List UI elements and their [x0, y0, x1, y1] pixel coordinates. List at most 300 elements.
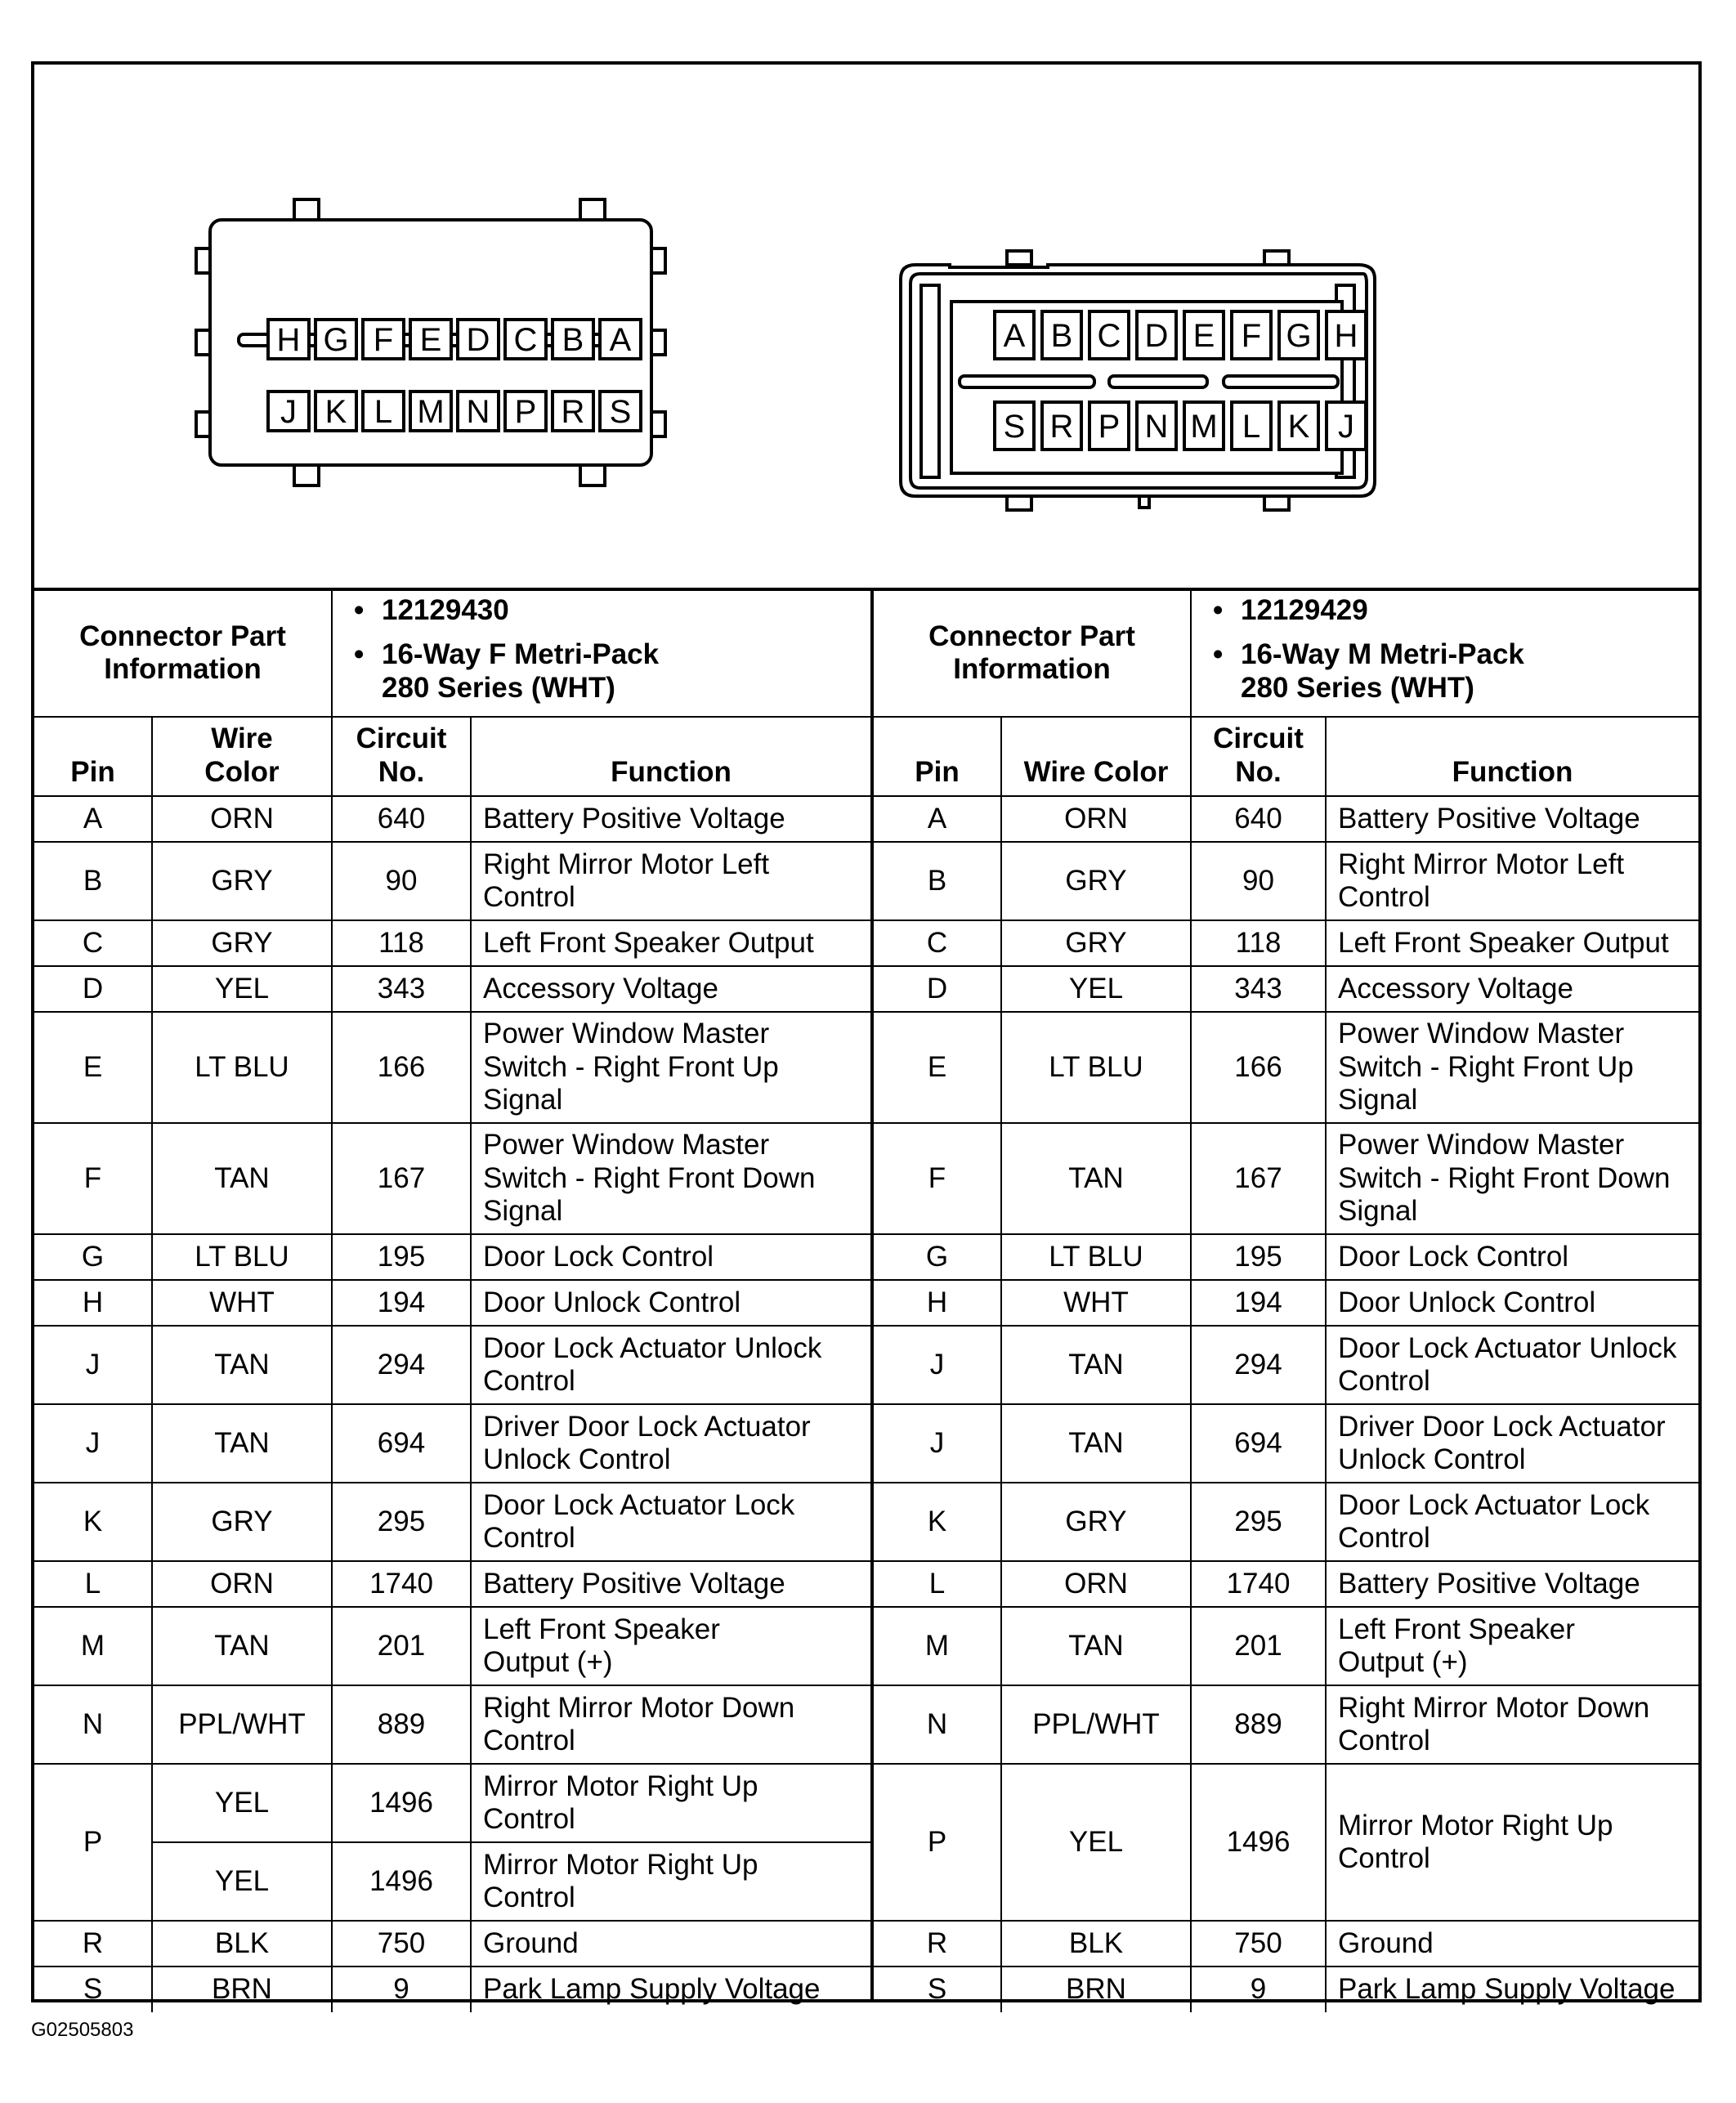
connector-type-line2: 280 Series (WHT): [382, 671, 615, 704]
female-connector-table: [34, 591, 874, 2006]
table-row: [34, 920, 870, 966]
pin-letter: D: [1144, 318, 1169, 354]
wire-color-cell: LT BLU: [152, 1234, 332, 1280]
function-line: Signal: [1338, 1194, 1418, 1227]
function-cell: [471, 1326, 870, 1404]
info-label-line2: Information: [953, 653, 1111, 686]
connector-type-line1: • 16-Way M Metri-Pack: [1241, 638, 1524, 671]
circuit-cell: 166: [1191, 1012, 1326, 1123]
table-row: [34, 1764, 870, 1842]
function-line: Control: [483, 1521, 575, 1554]
wire-color-cell: YEL: [152, 1764, 332, 1842]
wire-color-cell: ORN: [152, 796, 332, 842]
header-function: Function: [471, 717, 870, 796]
pin-cell: S: [34, 1967, 152, 2012]
pin-cell: C: [874, 920, 1001, 966]
circuit-cell: 194: [332, 1280, 471, 1326]
pin-cell: C: [34, 920, 152, 966]
function-cell: [1326, 842, 1698, 920]
circuit-cell: 118: [1191, 920, 1326, 966]
function-line: Control: [483, 1724, 575, 1756]
circuit-cell: 9: [1191, 1967, 1326, 2012]
pin-letter: L: [374, 394, 393, 430]
function-line: Control: [483, 1364, 575, 1397]
function-line: Control: [1338, 1841, 1430, 1874]
function-line: Switch - Right Front Down: [483, 1161, 816, 1194]
wire-color-cell: TAN: [1001, 1123, 1191, 1234]
pin-letter: P: [1098, 409, 1121, 445]
table-row: [874, 1921, 1698, 1967]
wire-color-cell: WHT: [1001, 1280, 1191, 1326]
function-line: Door Lock Actuator Unlock: [483, 1331, 822, 1364]
pin-letter: M: [1190, 409, 1218, 445]
connector-type-line1: • 16-Way F Metri-Pack: [382, 638, 660, 671]
table-row: [874, 1607, 1698, 1685]
function-line: Driver Door Lock Actuator: [483, 1410, 811, 1443]
function-line: Output (+): [1338, 1645, 1468, 1678]
connector-type-line2: 280 Series (WHT): [1241, 671, 1474, 704]
table-row: [874, 1685, 1698, 1764]
circuit-cell: 343: [1191, 966, 1326, 1012]
pin-cell: E: [34, 1012, 152, 1123]
function-line: Control: [483, 1881, 575, 1913]
circuit-cell: 1496: [332, 1764, 471, 1842]
pin-letter: K: [324, 394, 347, 430]
function-cell: [471, 1921, 870, 1967]
function-cell: [1326, 1280, 1698, 1326]
pin-cell: D: [874, 966, 1001, 1012]
wire-color-cell: BLK: [152, 1921, 332, 1967]
table-row: [34, 1607, 870, 1685]
pin-cell: J: [34, 1404, 152, 1483]
circuit-cell: 1496: [332, 1842, 471, 1921]
pin-cell: L: [874, 1561, 1001, 1607]
function-line: Door Lock Actuator Unlock: [1338, 1331, 1677, 1364]
function-line: Left Front Speaker Output: [483, 926, 814, 959]
wire-color-cell: GRY: [1001, 920, 1191, 966]
table-row: [34, 1326, 870, 1404]
pin-letter: S: [1003, 409, 1026, 445]
pin-letter: B: [1050, 318, 1073, 354]
function-cell: [1326, 1012, 1698, 1123]
wire-color-cell: YEL: [1001, 966, 1191, 1012]
circuit-cell: 90: [1191, 842, 1326, 920]
connector-type: [1241, 638, 1690, 705]
wire-color-cell: TAN: [152, 1326, 332, 1404]
function-cell: [471, 1607, 870, 1685]
function-line: Left Front Speaker: [483, 1613, 720, 1645]
wire-color-cell: YEL: [1001, 1764, 1191, 1921]
pin-cell: R: [874, 1921, 1001, 1967]
function-cell: [1326, 1404, 1698, 1483]
wire-color-cell: TAN: [152, 1404, 332, 1483]
table-row: [874, 1483, 1698, 1561]
function-cell: [471, 966, 870, 1012]
function-cell: [471, 1764, 870, 1842]
pin-letter: S: [609, 394, 632, 430]
header-wire-color: Wire Color: [1001, 717, 1191, 796]
header-circuit: Circuit No.: [1191, 717, 1326, 796]
circuit-cell: 166: [332, 1012, 471, 1123]
circuit-cell: 750: [1191, 1921, 1326, 1967]
pin-cell: J: [34, 1326, 152, 1404]
function-line: Left Front Speaker Output: [1338, 926, 1669, 959]
pin-letter: N: [466, 394, 490, 430]
function-line: Accessory Voltage: [1338, 972, 1573, 1005]
part-number: • 12129430: [382, 594, 862, 627]
table-row: [34, 1234, 870, 1280]
function-line: Accessory Voltage: [483, 972, 718, 1005]
pin-letter: E: [1192, 318, 1215, 354]
function-cell: [1326, 796, 1698, 842]
pin-letter: A: [1003, 318, 1026, 354]
part-number: • 12129429: [1241, 594, 1690, 627]
table-row: [34, 1561, 870, 1607]
pin-letter: A: [609, 322, 632, 358]
connector-info-values: [332, 591, 870, 717]
function-line: Switch - Right Front Down: [1338, 1161, 1671, 1194]
function-cell: [471, 1685, 870, 1764]
pin-letter: G: [323, 322, 349, 358]
pin-cell: B: [874, 842, 1001, 920]
pin-cell: N: [34, 1685, 152, 1764]
function-line: Door Unlock Control: [483, 1286, 741, 1318]
wire-color-cell: YEL: [152, 966, 332, 1012]
function-cell: [1326, 1561, 1698, 1607]
pin-cell: G: [874, 1234, 1001, 1280]
function-line: Switch - Right Front Up: [483, 1050, 779, 1083]
pin-cell: P: [34, 1764, 152, 1921]
pin-cell: A: [34, 796, 152, 842]
wire-color-cell: TAN: [152, 1607, 332, 1685]
info-label-line1: Connector Part: [79, 620, 286, 653]
table-row: [874, 966, 1698, 1012]
circuit-cell: 167: [1191, 1123, 1326, 1234]
pin-letter: D: [466, 322, 490, 358]
wire-color-cell: LT BLU: [1001, 1012, 1191, 1123]
circuit-cell: 295: [332, 1483, 471, 1561]
wire-color-cell: GRY: [152, 920, 332, 966]
wire-color-cell: BRN: [1001, 1967, 1191, 2012]
function-cell: [471, 842, 870, 920]
circuit-cell: 295: [1191, 1483, 1326, 1561]
pin-letter: R: [1049, 409, 1074, 445]
function-line: Right Mirror Motor Left: [1338, 848, 1625, 880]
pin-cell: J: [874, 1404, 1001, 1483]
function-cell: [1326, 1921, 1698, 1967]
function-line: Control: [1338, 1521, 1430, 1554]
function-line: Right Mirror Motor Left: [483, 848, 770, 880]
function-line: Ground: [1338, 1926, 1434, 1959]
wire-color-cell: GRY: [152, 842, 332, 920]
table-row: [34, 1921, 870, 1967]
function-line: Power Window Master: [483, 1018, 770, 1050]
circuit-cell: 201: [332, 1607, 471, 1685]
function-cell: [471, 1234, 870, 1280]
pin-letter: G: [1286, 318, 1312, 354]
male-pinout-table: [874, 591, 1698, 2012]
table-row: [34, 966, 870, 1012]
circuit-cell: 9: [332, 1967, 471, 2012]
wire-color-cell: ORN: [1001, 796, 1191, 842]
pin-letter: J: [1338, 409, 1354, 445]
function-cell: [1326, 1483, 1698, 1561]
circuit-cell: 90: [332, 842, 471, 920]
pin-letter: H: [1334, 318, 1358, 354]
circuit-cell: 750: [332, 1921, 471, 1967]
circuit-cell: 1496: [1191, 1764, 1326, 1921]
table-row: [874, 1123, 1698, 1234]
pin-cell: P: [874, 1764, 1001, 1921]
circuit-cell: 195: [1191, 1234, 1326, 1280]
table-row: [34, 1685, 870, 1764]
function-line: Power Window Master: [1338, 1129, 1625, 1161]
circuit-cell: 640: [1191, 796, 1326, 842]
header-pin: Pin: [874, 717, 1001, 796]
function-line: Control: [1338, 880, 1430, 913]
pin-cell: H: [34, 1280, 152, 1326]
pin-letter: L: [1242, 409, 1261, 445]
pin-letter: N: [1144, 409, 1169, 445]
pin-letter: F: [1241, 318, 1262, 354]
function-cell: [471, 1483, 870, 1561]
circuit-cell: 195: [332, 1234, 471, 1280]
function-line: Battery Positive Voltage: [1338, 802, 1640, 834]
function-line: Control: [483, 1802, 575, 1835]
pin-cell: J: [874, 1326, 1001, 1404]
wire-color-cell: TAN: [152, 1123, 332, 1234]
function-line: Door Lock Control: [483, 1240, 714, 1273]
pin-letter: C: [513, 322, 538, 358]
function-line: Right Mirror Motor Down: [1338, 1691, 1650, 1724]
header-wire-color: Wire Color: [152, 717, 332, 796]
function-cell: [1326, 1326, 1698, 1404]
pin-cell: M: [874, 1607, 1001, 1685]
function-line: Mirror Motor Right Up: [1338, 1809, 1613, 1841]
function-cell: [471, 1404, 870, 1483]
pin-cell: F: [34, 1123, 152, 1234]
function-line: Signal: [483, 1083, 563, 1116]
pin-cell: E: [874, 1012, 1001, 1123]
circuit-cell: 889: [1191, 1685, 1326, 1764]
function-cell: [471, 1123, 870, 1234]
table-header-row: [874, 717, 1698, 796]
function-cell: [471, 920, 870, 966]
function-cell: [471, 1280, 870, 1326]
function-cell: [471, 796, 870, 842]
function-line: Right Mirror Motor Down: [483, 1691, 795, 1724]
pin-cell: A: [874, 796, 1001, 842]
connector-info-label: [874, 591, 1191, 717]
pin-letter: M: [417, 394, 445, 430]
pin-cell: M: [34, 1607, 152, 1685]
figure-code: G02505803: [31, 2019, 134, 2041]
function-line: Park Lamp Supply Voltage: [1338, 1973, 1676, 2006]
function-line: Unlock Control: [1338, 1443, 1526, 1475]
pin-letter: R: [561, 394, 585, 430]
pin-cell: K: [34, 1483, 152, 1561]
pin-letter: J: [280, 394, 297, 430]
table-row: [34, 1483, 870, 1561]
function-line: Battery Positive Voltage: [483, 1567, 785, 1600]
male-connector-drawing: [901, 251, 1375, 510]
pin-cell: G: [34, 1234, 152, 1280]
header-function: Function: [1326, 717, 1698, 796]
function-cell: [1326, 1123, 1698, 1234]
function-cell: [1326, 1234, 1698, 1280]
table-row: [874, 1280, 1698, 1326]
table-row: [34, 842, 870, 920]
wire-color-cell: BRN: [152, 1967, 332, 2012]
wire-color-cell: YEL: [152, 1842, 332, 1921]
wire-color-cell: GRY: [152, 1483, 332, 1561]
function-line: Left Front Speaker: [1338, 1613, 1575, 1645]
function-line: Power Window Master: [483, 1129, 770, 1161]
pin-letter: P: [514, 394, 537, 430]
wire-color-cell: TAN: [1001, 1404, 1191, 1483]
header-pin: Pin: [34, 717, 152, 796]
function-cell: [471, 1842, 870, 1921]
function-line: Signal: [1338, 1083, 1418, 1116]
function-cell: [1326, 920, 1698, 966]
connector-illustration: [34, 65, 1698, 588]
pin-cell: K: [874, 1483, 1001, 1561]
circuit-cell: 167: [332, 1123, 471, 1234]
function-line: Control: [1338, 1364, 1430, 1397]
table-header-row: [34, 717, 870, 796]
table-row: [34, 1967, 870, 2012]
pin-letter: E: [419, 322, 442, 358]
function-line: Output (+): [483, 1645, 613, 1678]
female-pinout-table: [34, 591, 870, 2012]
table-row: [874, 920, 1698, 966]
pin-cell: L: [34, 1561, 152, 1607]
function-line: Power Window Master: [1338, 1018, 1625, 1050]
function-line: Door Lock Actuator Lock: [1338, 1488, 1650, 1521]
circuit-cell: 118: [332, 920, 471, 966]
wire-color-cell: PPL/WHT: [152, 1685, 332, 1764]
pin-cell: H: [874, 1280, 1001, 1326]
function-cell: [471, 1012, 870, 1123]
function-line: Driver Door Lock Actuator: [1338, 1410, 1666, 1443]
function-line: Park Lamp Supply Voltage: [483, 1973, 821, 2006]
function-cell: [471, 1967, 870, 2012]
wire-color-cell: GRY: [1001, 1483, 1191, 1561]
pin-cell: D: [34, 966, 152, 1012]
function-line: Mirror Motor Right Up: [483, 1770, 758, 1802]
wire-color-cell: WHT: [152, 1280, 332, 1326]
wire-color-cell: TAN: [1001, 1326, 1191, 1404]
wire-color-cell: LT BLU: [1001, 1234, 1191, 1280]
circuit-cell: 889: [332, 1685, 471, 1764]
connector-type: [382, 638, 862, 705]
pin-cell: N: [874, 1685, 1001, 1764]
function-line: Switch - Right Front Up: [1338, 1050, 1634, 1083]
function-line: Ground: [483, 1926, 579, 1959]
table-row: [874, 842, 1698, 920]
function-cell: [1326, 1967, 1698, 2012]
function-cell: [471, 1561, 870, 1607]
pinout-tables: [34, 588, 1698, 2006]
pin-letter: B: [562, 322, 584, 358]
function-line: Control: [483, 880, 575, 913]
pin-letter: H: [276, 322, 301, 358]
circuit-cell: 1740: [332, 1561, 471, 1607]
circuit-cell: 201: [1191, 1607, 1326, 1685]
function-line: Door Lock Actuator Lock: [483, 1488, 795, 1521]
wire-color-cell: ORN: [152, 1561, 332, 1607]
table-row: [874, 796, 1698, 842]
function-line: Mirror Motor Right Up: [483, 1848, 758, 1881]
circuit-cell: 294: [1191, 1326, 1326, 1404]
info-label-line1: Connector Part: [928, 620, 1135, 653]
function-cell: [1326, 1607, 1698, 1685]
circuit-cell: 343: [332, 966, 471, 1012]
table-row: [874, 1234, 1698, 1280]
wire-color-cell: LT BLU: [152, 1012, 332, 1123]
function-line: Battery Positive Voltage: [483, 802, 785, 834]
connector-info-values: [1191, 591, 1698, 717]
table-row: [874, 1404, 1698, 1483]
function-line: Unlock Control: [483, 1443, 671, 1475]
circuit-cell: 640: [332, 796, 471, 842]
wire-color-cell: BLK: [1001, 1921, 1191, 1967]
pin-letter: F: [373, 322, 394, 358]
wire-color-cell: ORN: [1001, 1561, 1191, 1607]
pin-letter: C: [1097, 318, 1121, 354]
table-row: [874, 1561, 1698, 1607]
function-cell: [1326, 1764, 1698, 1921]
function-cell: [1326, 966, 1698, 1012]
pin-cell: F: [874, 1123, 1001, 1234]
function-line: Battery Positive Voltage: [1338, 1567, 1640, 1600]
table-row: [34, 1012, 870, 1123]
wire-color-cell: GRY: [1001, 842, 1191, 920]
connector-info-row: [874, 591, 1698, 717]
header-circuit: Circuit No.: [332, 717, 471, 796]
function-line: Signal: [483, 1194, 563, 1227]
circuit-cell: 294: [332, 1326, 471, 1404]
table-row: [34, 1280, 870, 1326]
circuit-cell: 1740: [1191, 1561, 1326, 1607]
male-connector-table: [874, 591, 1698, 2006]
circuit-cell: 694: [1191, 1404, 1326, 1483]
wire-color-cell: TAN: [1001, 1607, 1191, 1685]
info-label-line2: Information: [104, 653, 262, 686]
function-cell: [1326, 1685, 1698, 1764]
pin-cell: B: [34, 842, 152, 920]
function-line: Control: [1338, 1724, 1430, 1756]
connector-diagrams: [34, 65, 1698, 588]
connector-info-label: [34, 591, 332, 717]
table-row: [874, 1012, 1698, 1123]
wire-color-cell: PPL/WHT: [1001, 1685, 1191, 1764]
pin-letter: K: [1287, 409, 1310, 445]
table-row: [34, 1404, 870, 1483]
circuit-cell: 694: [332, 1404, 471, 1483]
figure-frame: [31, 61, 1702, 2006]
table-row: [874, 1967, 1698, 2012]
table-row: [34, 1123, 870, 1234]
pin-cell: R: [34, 1921, 152, 1967]
circuit-cell: 194: [1191, 1280, 1326, 1326]
table-row: [34, 796, 870, 842]
connector-info-row: [34, 591, 870, 717]
table-row: [874, 1326, 1698, 1404]
function-line: Door Lock Control: [1338, 1240, 1569, 1273]
table-row: [874, 1764, 1698, 1921]
pin-cell: S: [874, 1967, 1001, 2012]
